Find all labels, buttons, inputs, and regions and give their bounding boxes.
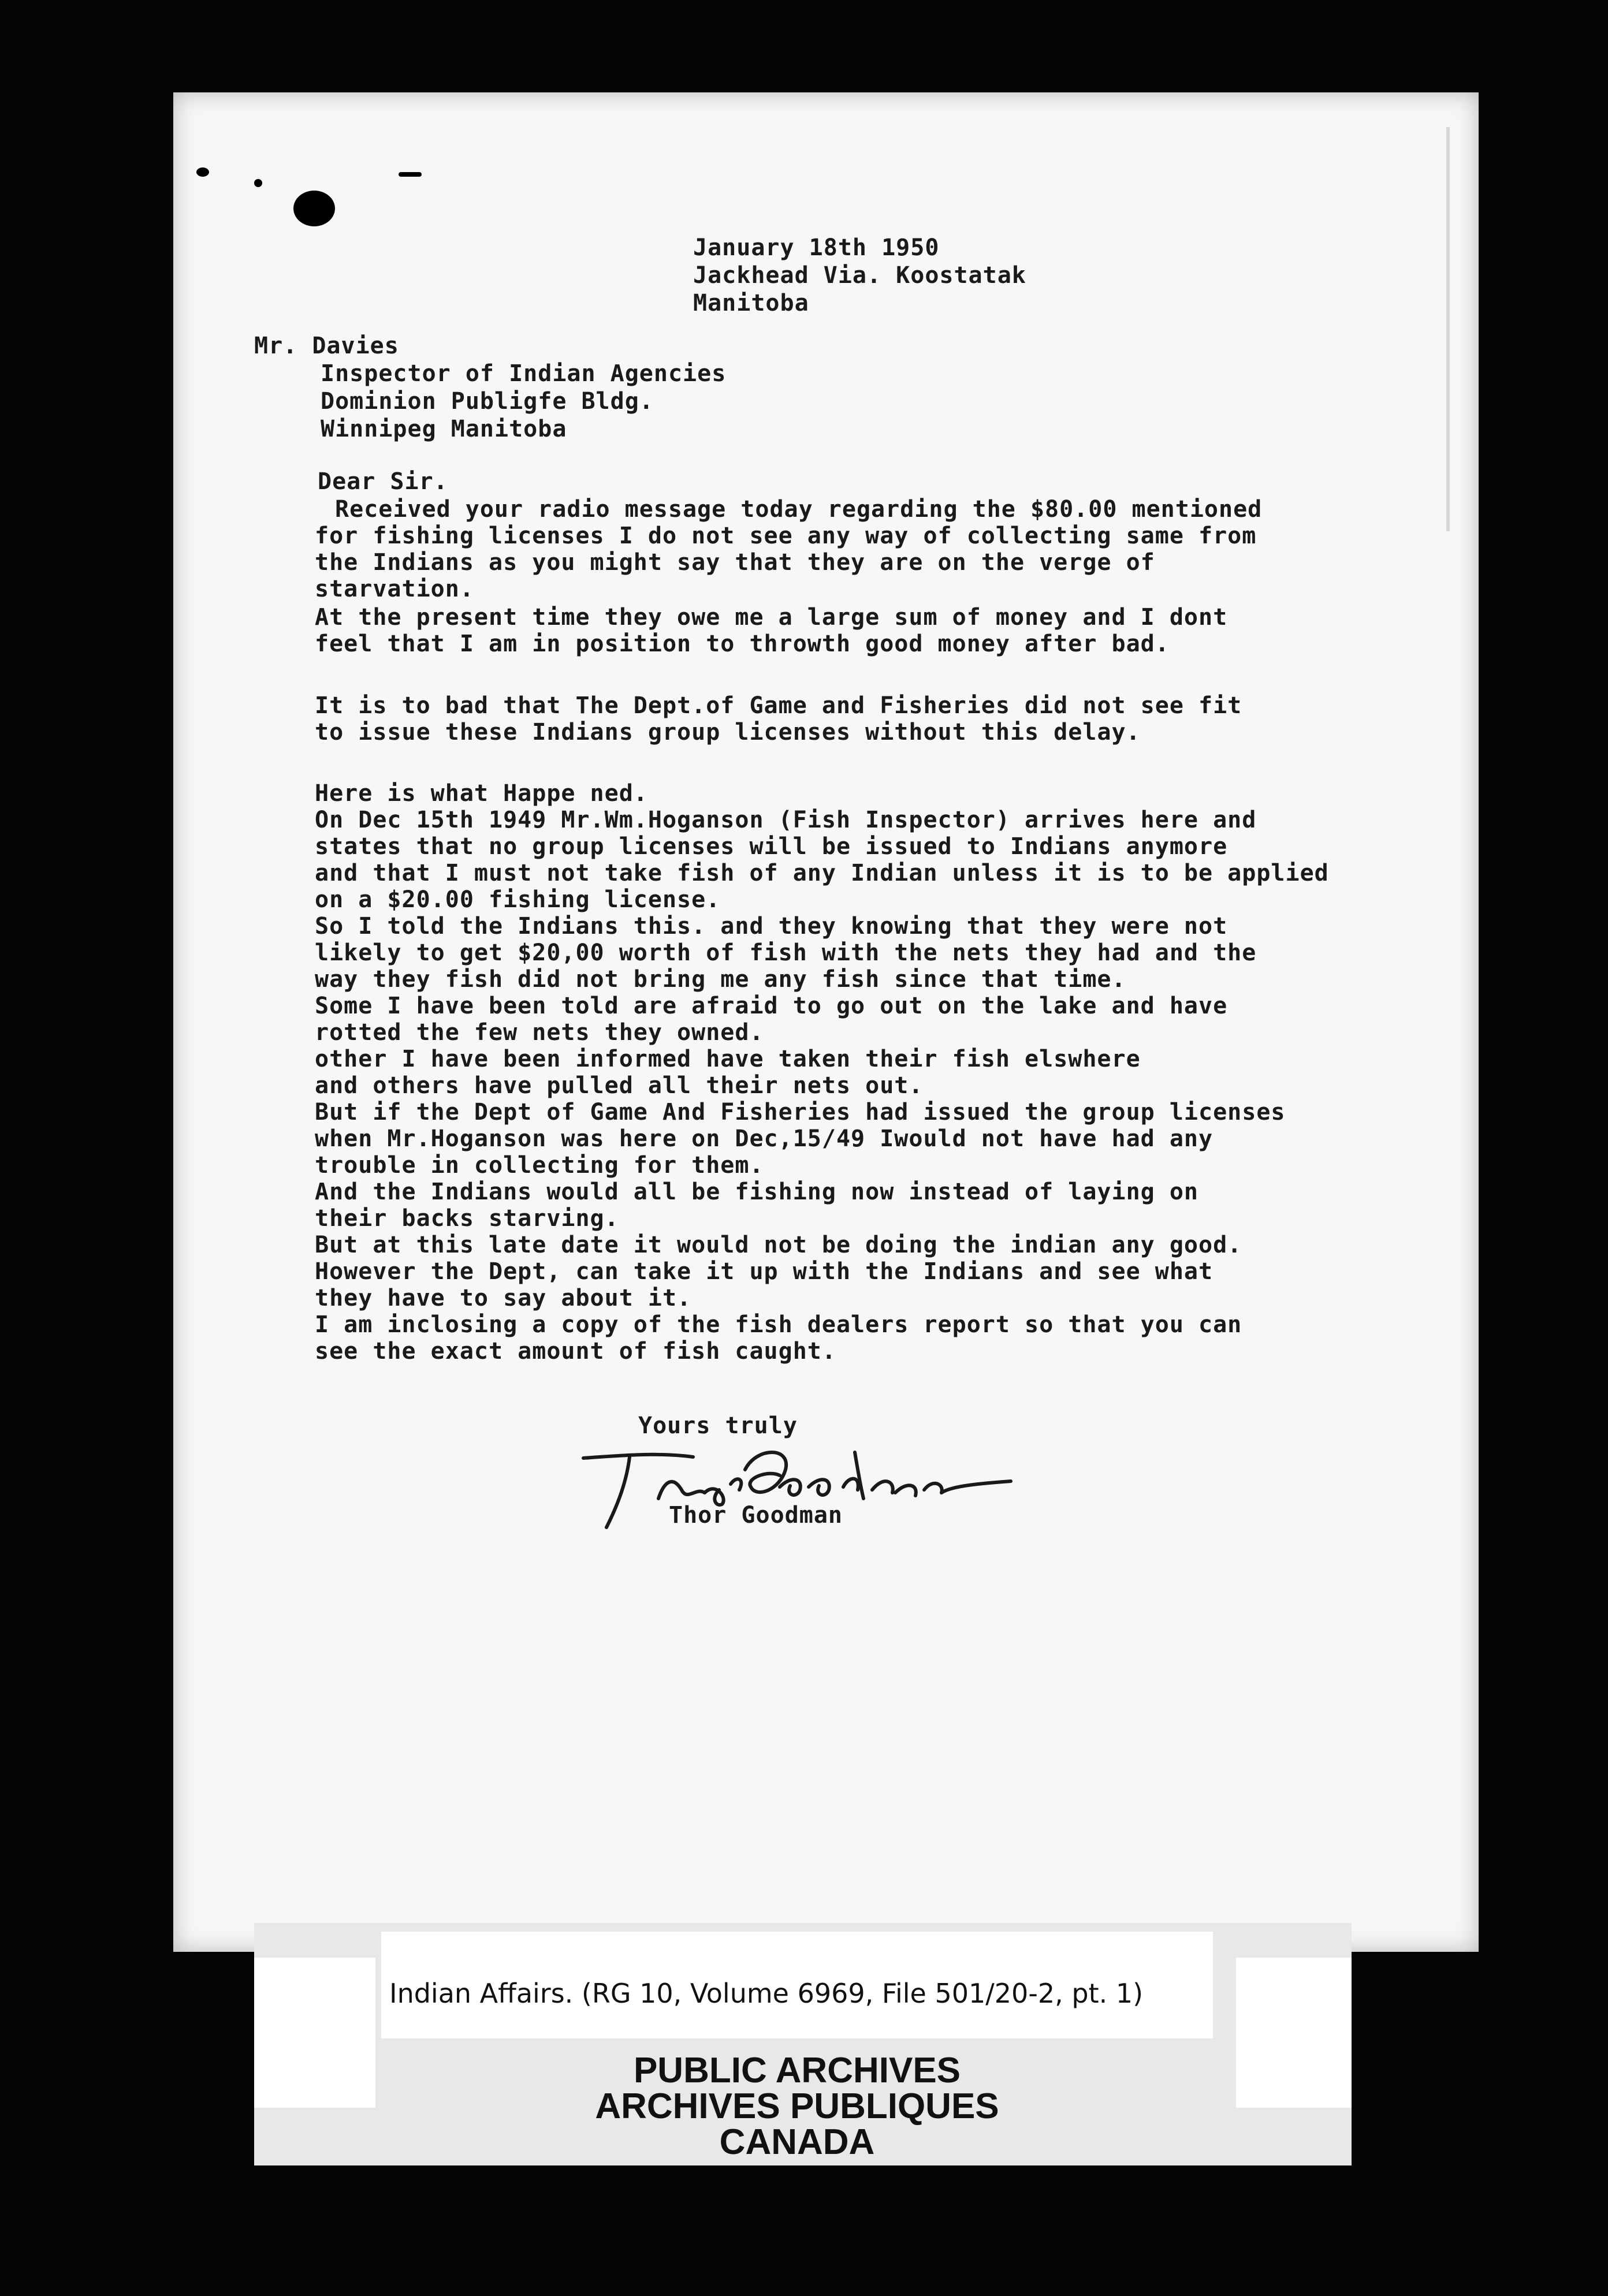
body-line: Received your radio message today regarding the $80.00 mentioned	[335, 496, 1263, 523]
body-line: At the present time they owe me a large sum of money and I dont	[315, 604, 1228, 631]
typed-signer-name: Thor Goodman	[669, 1502, 843, 1529]
body-line: And the Indians would all be fishing now instead of laying on	[315, 1179, 1199, 1205]
body-line: trouble in collecting for them.	[315, 1152, 764, 1179]
body-line: rotted the few nets they owned.	[315, 1019, 764, 1046]
body-line: On Dec 15th 1949 Mr.Wm.Hoganson (Fish Inspector) arrives here and	[315, 807, 1257, 833]
archives-stamp-line-en: PUBLIC ARCHIVES	[633, 2051, 961, 2090]
body-line: But if the Dept of Game And Fisheries had issued the group licenses	[315, 1099, 1286, 1125]
letter-sheet	[173, 92, 1479, 1952]
date-line: January 18th 1950	[693, 234, 940, 261]
body-line: way they fish did not bring me any fish since that time.	[315, 966, 1126, 993]
body-line: when Mr.Hoganson was here on Dec,15/49 Iwould not have had any	[315, 1125, 1214, 1152]
archive-reference-label	[381, 1932, 1213, 2038]
body-line: However the Dept, can take it up with the Indians and see what	[315, 1258, 1214, 1285]
body-line: and others have pulled all their nets out.	[315, 1072, 924, 1099]
addressee-building: Dominion Publigfe Bldg.	[321, 388, 654, 415]
label-tab-right	[1236, 1958, 1352, 2108]
body-line: So I told the Indians this. and they knowing that they were not	[315, 913, 1228, 940]
label-tab-left	[254, 1958, 375, 2108]
body-line: see the exact amount of fish caught.	[315, 1338, 836, 1365]
body-line: and that I must not take fish of any Indian unless it is to be applied	[315, 860, 1329, 886]
closing: Yours truly	[638, 1412, 798, 1439]
archives-stamp	[381, 2053, 1213, 2160]
body-line: feel that I am in position to throwth good money after bad.	[315, 631, 1170, 657]
archive-reference-text: Indian Affairs. (RG 10, Volume 6969, File 501/20-2, pt. 1)	[389, 1978, 1144, 2009]
body-line: But at this late date it would not be doing the indian any good.	[315, 1232, 1242, 1258]
body-line: Some I have been told are afraid to go out on the lake and have	[315, 993, 1228, 1019]
addressee-city: Winnipeg Manitoba	[321, 416, 567, 442]
body-line: on a $20.00 fishing license.	[315, 886, 721, 913]
archives-stamp-line-country: CANADA	[719, 2122, 875, 2162]
body-line: to issue these Indians group licenses without this delay.	[315, 719, 1141, 746]
archives-stamp-line-fr: ARCHIVES PUBLIQUES	[595, 2086, 999, 2126]
body-line: likely to get $20,00 worth of fish with the nets they had and the	[315, 940, 1257, 966]
signature-lettering: Thor Goodman	[572, 1435, 576, 1436]
body-line: the Indians as you might say that they are on the verge of	[315, 549, 1155, 576]
province-line: Manitoba	[693, 290, 809, 316]
body-line: I am inclosing a copy of the fish dealers report so that you can	[315, 1311, 1242, 1338]
body-line: their backs starving.	[315, 1205, 619, 1232]
addressee-name: Mr. Davies	[254, 333, 399, 359]
body-line: other I have been informed have taken their fish elswhere	[315, 1046, 1141, 1072]
body-line: It is to bad that The Dept.of Game and Fisheries did not see fit	[315, 692, 1242, 719]
addressee-title: Inspector of Indian Agencies	[321, 360, 727, 387]
body-line: for fishing licenses I do not see any way of collecting same from	[315, 523, 1257, 549]
location-line: Jackhead Via. Koostatak	[693, 262, 1026, 289]
body-line: Here is what Happe ned.	[315, 780, 648, 807]
body-line: starvation.	[315, 576, 474, 602]
salutation: Dear Sir.	[318, 468, 448, 495]
body-line: states that no group licenses will be issued to Indians anymore	[315, 833, 1228, 860]
body-line: they have to say about it.	[315, 1285, 692, 1311]
letter-text	[173, 92, 1479, 1952]
